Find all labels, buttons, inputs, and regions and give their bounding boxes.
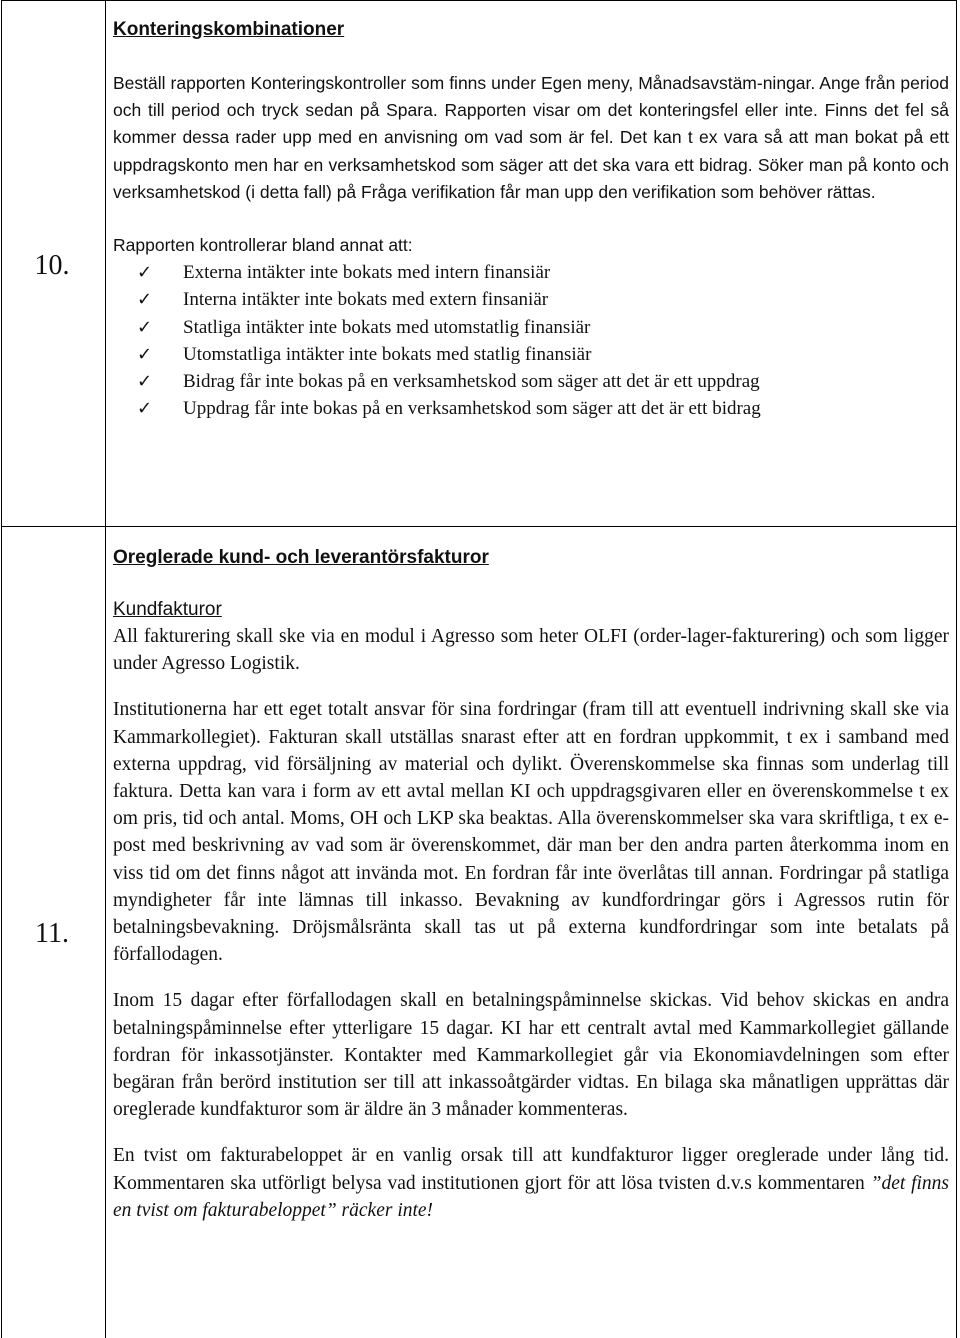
list-item-text: Externa intäkter inte bokats med intern finansiär (183, 262, 551, 284)
section-10-number: 10. (34, 250, 70, 281)
check-icon: ✓ (137, 289, 153, 311)
section-10-intro: Rapporten kontrollerar bland annat att: (113, 235, 413, 256)
section-11-paragraph-1: All fakturering skall ske via en modul i Agresso som heter OLFI (order-lager-fakturering) och som ligger under Agresso Logistik. (113, 626, 949, 675)
section-11-paragraph-3: Inom 15 dagar efter förfallodagen skall en betalningspåminnelse skickas. Vid behov skickas en andra betalningspåminnelse efter ytterligare 15 dagar. KI har ett centralt avtal med Kammarkollegiet gällande fordran för inkassotjänster. Kontakter med Kammarkollegiet går via Ekonomiavdelningen som efter begäran från berörd institution ser till att inkassoåtgärder vidtas. En bilaga ska månatligen upprättas där oreglerade kundfakturor som är äldre än 3 månader kommenteras. (113, 990, 949, 1121)
list-item-text: Statliga intäkter inte bokats med utomstatlig finansiär (183, 316, 591, 338)
section-11-paragraph-2: Institutionerna har ett eget totalt ansvar för sina fordringar (fram till att eventuell indrivning skall ske via Kammarkollegiet). Fakturan skall utställas snarast efter att en fordran uppkommit, t ex i samband med externa uppdrag, vid försäljning av material och dylikt. Överenskommelse ska finnas som underlag till faktura. Detta kan vara i form av ett avtal mellan KI och uppdragsgivaren eller en överenskommelse t ex om pris, tid och antal. Moms, OH och LKP ska beaktas. Alla överenskommelser ska vara skriftliga, t ex e-post med beskrivning av vad som är överenskommet, där man ber den andra parten återkomma inom en viss tid om det finns något att invända mot. En fordran får inte överlåtas till annan. Fordringar på statliga myndigheter får inte lämnas till inkasso. Bevakning av kundfordringar görs i Agressos rutin för betalningsbevakning. Dröjsmålsränta skall tas ut på externa kundfordringar som inte betalats på förfallodagen. (113, 699, 949, 966)
check-list (113, 259, 949, 422)
paragraph-4-quote: ”det finns en tvist om fakturabeloppet” räcker inte! (113, 1172, 950, 1221)
list-item-text: Utomstatliga intäkter inte bokats med statlig finansiär (183, 343, 592, 365)
list-item (137, 368, 949, 395)
section-10-content (113, 16, 949, 422)
table-border-left (1, 0, 2, 1338)
list-item (137, 286, 949, 313)
table-border-top (1, 0, 957, 1)
section-10-paragraph: Beställ rapporten Konteringskontroller som finns under Egen meny, Månadsavstäm-ningar. Ange från period och till period och tryck sedan på Spara. Rapporten visar om det konteringsfel eller inte. Finns det fel så kommer dessa rader upp med en anvisning om vad som är fel. Det kan t ex vara så att man bokat på ett uppdragskonto men har en verksamhetskod som säger att det ska vara ett bidrag. Söker man på konto och verksamhetskod (i detta fall) på Fråga verifikation får man upp den verifikation som behöver rättas. (113, 73, 949, 202)
list-item (137, 259, 949, 286)
section-10-heading: Konteringskombinationer (113, 19, 345, 40)
section-11-content (113, 544, 949, 1224)
table-border-right (956, 0, 957, 1338)
check-icon: ✓ (137, 371, 153, 393)
section-11-subheading: Kundfakturor (113, 599, 222, 620)
column-divider (105, 0, 106, 1338)
list-item-text: Interna intäkter inte bokats med extern finsaniär (183, 289, 549, 311)
row-divider (1, 526, 957, 527)
check-icon: ✓ (137, 343, 153, 365)
section-10-text (113, 70, 949, 259)
list-item (137, 314, 949, 341)
list-item (137, 395, 949, 422)
section-11-number: 11. (35, 918, 69, 949)
check-icon: ✓ (137, 316, 153, 338)
check-icon: ✓ (137, 262, 153, 284)
list-item-text: Uppdrag får inte bokas på en verksamhetskod som säger att det är ett bidrag (183, 398, 761, 420)
section-11-paragraph-4 (113, 1142, 949, 1224)
list-item (137, 341, 949, 368)
paragraph-4-text: En tvist om fakturabeloppet är en vanlig orsak till att kundfakturor ligger oreglerade under lång tid. Kommentaren ska utförligt belysa vad institutionen gjort för att lösa tvisten d.v.s kommentaren (113, 1145, 949, 1194)
check-icon: ✓ (137, 398, 153, 420)
list-item-text: Bidrag får inte bokas på en verksamhetskod som säger att det är ett uppdrag (183, 371, 760, 393)
section-11-heading: Oreglerade kund- och leverantörsfakturor (113, 547, 489, 568)
